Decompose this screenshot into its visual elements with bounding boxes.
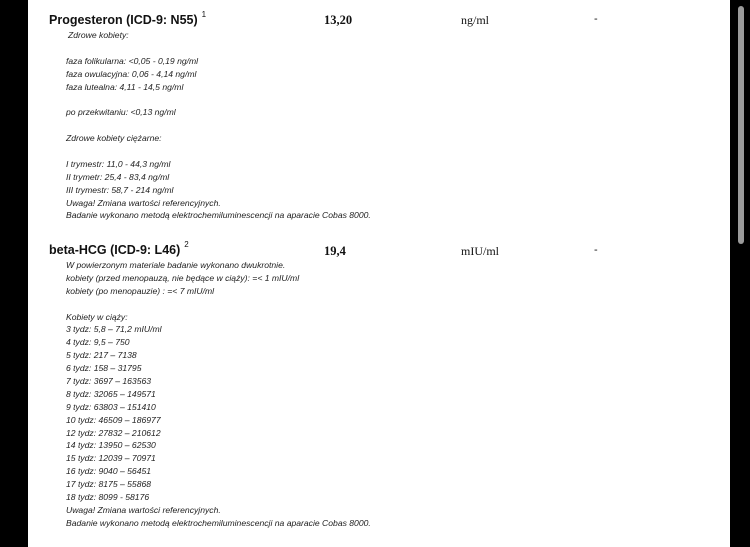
note-line bbox=[68, 42, 371, 55]
flag-progesteron: - bbox=[594, 13, 598, 25]
note-line: kobiety (przed menopauzą, nie będące w ciąży): =< 1 mIU/ml bbox=[66, 272, 300, 283]
note-line: 4 tydz: 9,5 – 750 bbox=[66, 337, 130, 348]
note-line: 14 tydz: 13950 – 62530 bbox=[66, 440, 156, 451]
note-line: 6 tydz: 158 – 31795 bbox=[66, 363, 142, 374]
notes-progesteron bbox=[68, 29, 371, 222]
result-value-beta-hcg: 19,4 bbox=[324, 244, 346, 258]
note-line: 3 tydz: 5,8 – 71,2 mIU/ml bbox=[66, 324, 162, 335]
note-line: 16 tydz: 9040 – 56451 bbox=[66, 466, 152, 477]
note-line bbox=[68, 145, 371, 158]
note-line: Badanie wykonano metodą elektrochemiluminescencji na aparacie Cobas 8000. bbox=[66, 210, 371, 221]
note-line: Kobiety w ciąży: bbox=[66, 311, 128, 322]
footnote-marker: 2 bbox=[184, 240, 189, 249]
note-line: W powierzonym materiale badanie wykonano dwukrotnie. bbox=[66, 260, 286, 270]
result-value-progesteron: 13,20 bbox=[324, 13, 353, 27]
note-line: 9 tydz: 63803 – 151410 bbox=[66, 401, 156, 412]
note-line: 17 tydz: 8175 – 55868 bbox=[66, 479, 152, 490]
note-line: II trymetr: 25,4 - 83,4 ng/ml bbox=[66, 171, 170, 182]
note-line: Uwaga! Zmiana wartości referencyjnych. bbox=[66, 504, 221, 515]
test-name-text: beta-HCG (ICD-9: L46) bbox=[49, 243, 181, 258]
test-name-text: Progesteron (ICD-9: N55) bbox=[49, 13, 198, 28]
note-line bbox=[66, 298, 371, 311]
note-line: po przekwitaniu: <0,13 ng/ml bbox=[66, 107, 176, 118]
scrollbar-thumb[interactable] bbox=[738, 6, 744, 244]
note-line: Uwaga! Zmiana wartości referencyjnych. bbox=[66, 197, 221, 208]
note-line bbox=[68, 93, 371, 106]
footnote-marker: 1 bbox=[201, 10, 207, 19]
unit-progesteron: ng/ml bbox=[461, 13, 490, 27]
note-line: III trymestr: 58,7 - 214 ng/ml bbox=[66, 184, 174, 195]
note-line: Badanie wykonano metodą elektrochemiluminescencji na aparacie Cobas 8000. bbox=[66, 517, 371, 528]
note-line: faza lutealna: 4,11 - 14,5 ng/ml bbox=[66, 81, 184, 92]
note-line: kobiety (po menopauzie) : =< 7 mIU/ml bbox=[66, 285, 215, 296]
notes-beta-hcg bbox=[66, 259, 371, 530]
note-line: 5 tydz: 217 – 7138 bbox=[66, 350, 137, 361]
note-line: 10 tydz: 46509 – 186977 bbox=[66, 414, 161, 425]
note-line: 12 tydz: 27832 – 210612 bbox=[66, 427, 161, 438]
unit-beta-hcg: mIU/ml bbox=[461, 244, 499, 258]
report-page bbox=[28, 0, 730, 547]
note-line: Zdrowe kobiety: bbox=[68, 30, 129, 40]
note-line: I trymestr: 11,0 - 44,3 ng/ml bbox=[66, 158, 171, 169]
note-line: faza folikularna: <0,05 - 0,19 ng/ml bbox=[66, 55, 199, 66]
note-line: Zdrowe kobiety ciężarne: bbox=[66, 133, 162, 144]
note-line bbox=[68, 119, 371, 132]
note-line: faza owulacyjna: 0,06 - 4,14 ng/ml bbox=[66, 68, 197, 79]
note-line: 8 tydz: 32065 – 149571 bbox=[66, 388, 156, 399]
note-line: 15 tydz: 12039 – 70971 bbox=[66, 453, 156, 464]
flag-beta-hcg: - bbox=[594, 244, 598, 256]
note-line: 7 tydz: 3697 – 163563 bbox=[66, 376, 152, 387]
test-name-progesteron bbox=[49, 12, 206, 27]
note-line: 18 tydz: 8099 - 58176 bbox=[66, 492, 150, 503]
test-name-beta-hcg bbox=[49, 242, 189, 257]
